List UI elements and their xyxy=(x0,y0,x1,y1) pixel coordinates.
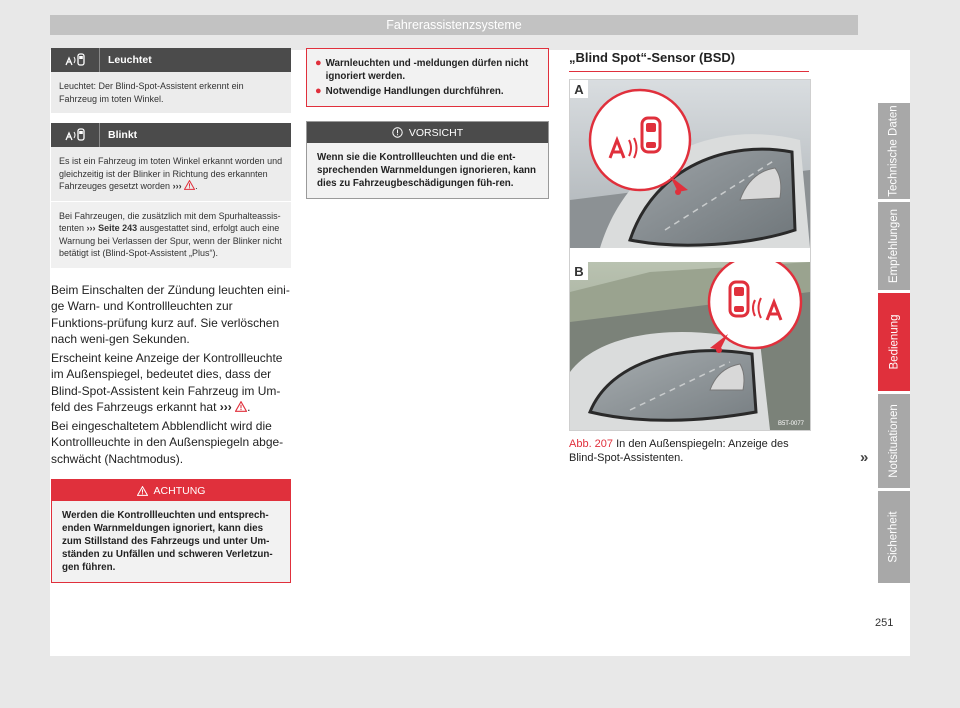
lamp-note xyxy=(51,201,291,268)
lamp-text: Es ist ein Fahrzeug im toten Winkel erkannt worden und gleichzeitig ist der Blinker in Richtung des erkannten Fahrzeuges gesetzt worden xyxy=(59,156,283,191)
warning-triangle-icon xyxy=(184,180,195,190)
right-column xyxy=(569,48,809,465)
bullet-item: ● Notwendige Handlungen durchführen. xyxy=(315,85,504,97)
vorsicht-title: VORSICHT xyxy=(408,126,464,139)
tab-bedienung[interactable]: Bedienung xyxy=(878,293,910,391)
section-title: „Blind Spot“-Sensor (BSD) xyxy=(569,50,809,72)
info-circle-icon xyxy=(392,127,403,138)
mirror-photo-b xyxy=(570,262,810,430)
bullet-item: ● Warnleuchten und -meldungen dürfen nicht ignoriert werden. xyxy=(315,57,529,82)
lamp-header-blinkt xyxy=(51,123,291,147)
blind-spot-lamp-icon xyxy=(51,123,100,147)
warning-triangle-icon xyxy=(235,401,247,412)
lamp-description: Es ist ein Fahrzeug im toten Winkel erkannt worden und gleichzeitig ist der Blinker in Richtung des erkannten Fahrzeuges gesetzt worden ››› . xyxy=(51,147,291,201)
continue-arrow[interactable]: » xyxy=(860,449,869,466)
tab-empfehlungen[interactable]: Empfehlungen xyxy=(878,202,910,290)
note-text: Bei Fahrzeugen, die zusätzlich mit dem Spurhalteassis-tenten xyxy=(59,210,281,233)
page-number: 251 xyxy=(875,617,894,629)
lamp-header-leuchtet xyxy=(51,48,291,72)
image-code: B5T-0077 xyxy=(777,421,804,427)
reference-arrow[interactable]: ››› xyxy=(172,181,182,191)
tab-notsituationen[interactable]: Notsituationen xyxy=(878,394,910,488)
mirror-photo-a xyxy=(570,80,810,248)
warning-triangle-icon xyxy=(137,486,148,496)
warning-bullets xyxy=(306,48,549,107)
lamp-label: Leuchtet xyxy=(108,54,152,66)
figure-tag-a: A xyxy=(570,80,588,98)
blind-spot-lamp-icon xyxy=(51,48,100,72)
reference-arrow[interactable]: ››› xyxy=(219,400,232,414)
body-text xyxy=(51,282,291,468)
paragraph: Bei eingeschaltetem Abblendlicht wird die Kontrollleuchte in den Außenspiegeln abge-schwächt (Nachtmodus). xyxy=(51,418,284,466)
reference-arrow[interactable]: ››› xyxy=(86,223,96,233)
note-text: ausgestattet sind, erfolgt auch eine Warnung bei Verlassen der Spur, wenn der Blinker nicht betätigt ist (Blind-Spot-Assistent „Plus“). xyxy=(59,223,282,258)
lamp-label: Blinkt xyxy=(108,129,138,141)
achtung-box xyxy=(51,479,291,583)
left-column xyxy=(51,48,291,583)
figure-tag-b: B xyxy=(570,262,588,280)
achtung-title: ACHTUNG xyxy=(153,484,206,497)
paragraph: Erscheint keine Anzeige der Kontrollleuchte im Außenspiegel, bedeutet dies, dass der Blind-Spot-Assistent kein Fahrzeug im Um-feld des Fahrzeugs erkannt hat ››› . xyxy=(51,350,283,414)
tab-technische-daten[interactable]: Technische Daten xyxy=(878,103,910,199)
vorsicht-box xyxy=(306,121,549,199)
caption-text: In den Außenspiegeln: Anzeige des Blind-Spot-Assistenten. xyxy=(569,438,789,464)
paragraph: Beim Einschalten der Zündung leuchten eini-ge Warn- und Kontrollleuchten zur Funktions-prüfung kurz auf. Sie verlöschen nach weni-gen Sekunden. xyxy=(51,282,290,346)
page-reference[interactable]: Seite 243 xyxy=(98,223,138,233)
vorsicht-text: Wenn sie die Kontrollleuchten und die ent-sprechenden Warnmeldungen ignorieren, kann dies zu Fahrzeugbeschädigungen füh-ren. xyxy=(307,143,548,198)
achtung-header xyxy=(52,480,290,501)
chapter-header: Fahrerassistenzsysteme xyxy=(50,15,858,35)
figure-207 xyxy=(569,79,811,431)
figure-caption xyxy=(569,437,809,465)
figure-number: Abb. 207 xyxy=(569,438,614,450)
middle-column xyxy=(306,48,549,199)
lamp-description: Leuchtet: Der Blind-Spot-Assistent erkennt ein Fahrzeug im toten Winkel. xyxy=(51,72,291,113)
vorsicht-header xyxy=(307,122,548,143)
achtung-text: Werden die Kontrollleuchten und entsprech-enden Warnmeldungen ignoriert, kann dies zum Stillstand des Fahrzeugs und unter Um-ständen zu Unfällen und schweren Verletzun-gen führen. xyxy=(52,501,290,582)
tab-sicherheit[interactable]: Sicherheit xyxy=(878,491,910,583)
